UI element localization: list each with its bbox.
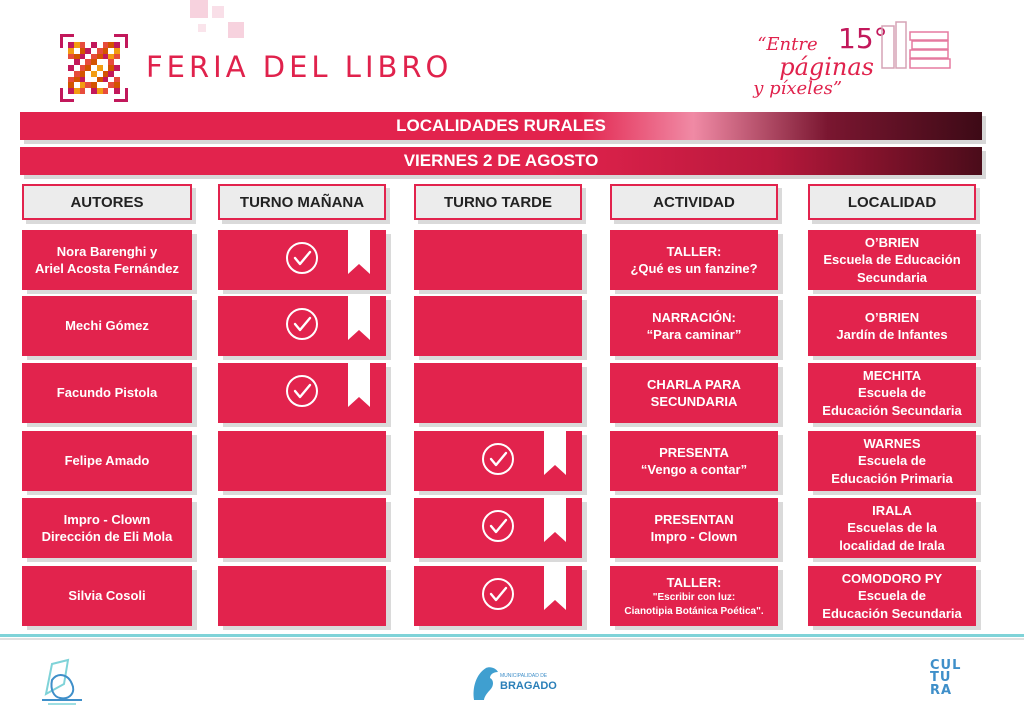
cell-text-line: Impro - Clown [63, 511, 151, 527]
cell-text-line: Facundo Pistola [56, 385, 158, 401]
actividad-cell [610, 296, 778, 356]
cell-text-line: Educación Secundaria [822, 402, 962, 418]
turno-tarde-cell [414, 363, 582, 423]
cell-text-line: “Vengo a contar” [640, 462, 748, 477]
cell-text-line: Educación Primaria [831, 470, 953, 486]
localidad-cell [808, 566, 976, 626]
turno-manana-cell [218, 230, 386, 290]
cell-text-line: Jardín de Infantes [836, 327, 948, 342]
turno-manana-cell [218, 566, 386, 626]
cell-text-line: Escuela de Educación [823, 252, 961, 268]
cell-text-line: Escuela de [858, 385, 926, 401]
horse-icon [470, 664, 500, 702]
check-circle-icon [285, 241, 319, 279]
localidad-cell [808, 431, 976, 491]
decorative-squares [190, 0, 270, 40]
cell-text-line: Cianotipia Botánica Poética". [624, 605, 764, 617]
cell-text-line: "Escribir con luz: [652, 592, 736, 604]
page-title: FERIA DEL LIBRO [146, 50, 453, 84]
municipality-logo-small-text: MUNICIPALIDAD DE [500, 673, 548, 679]
cell-text-line: WARNES [863, 436, 921, 452]
check-circle-icon [285, 374, 319, 412]
turno-tarde-cell [414, 566, 582, 626]
autor-cell [22, 431, 192, 491]
column-header-localidad: LOCALIDAD [808, 184, 976, 220]
actividad-cell [610, 498, 778, 558]
turno-manana-cell [218, 498, 386, 558]
institution-logo [38, 654, 86, 706]
column-header-turno-manana: TURNO MAÑANA [218, 184, 386, 220]
edition-number: 15° [838, 22, 888, 55]
actividad-cell [610, 566, 778, 626]
turno-tarde-cell [414, 230, 582, 290]
slogan-line-3: y píxeles” [753, 78, 843, 100]
cell-text-line: Mechi Gómez [65, 318, 149, 334]
books-icon [880, 20, 952, 70]
cell-text-line: “Para caminar” [646, 327, 742, 342]
cultura-logo [930, 660, 970, 710]
cell-text-line: Educación Secundaria [822, 605, 962, 621]
turno-tarde-cell [414, 296, 582, 356]
cell-text-line: SECUNDARIA [650, 394, 738, 409]
cell-text-line: NARRACIÓN: [652, 309, 736, 325]
autor-cell [22, 296, 192, 356]
slogan-line-1: “Entre [757, 34, 818, 55]
cell-text-line: PRESENTA [659, 444, 729, 460]
slogan-line-2: páginas [779, 52, 874, 81]
localidad-cell [808, 230, 976, 290]
cell-text-line: O’BRIEN [864, 309, 920, 325]
date-banner: VIERNES 2 DE AGOSTO [20, 147, 982, 175]
qr-module [114, 88, 120, 94]
cultura-logo-line-3: RA [930, 682, 953, 698]
turno-manana-cell [218, 431, 386, 491]
qr-code-icon[interactable] [60, 34, 128, 102]
cell-text-line: Secundaria [856, 269, 928, 285]
localidad-cell [808, 498, 976, 558]
cell-text-line: TALLER: [666, 575, 722, 591]
actividad-cell [610, 431, 778, 491]
actividad-cell [610, 363, 778, 423]
cell-text-line: IRALA [872, 503, 912, 519]
cell-text-line: Escuela de [858, 588, 926, 604]
cell-text-line: ¿Qué es un fanzine? [630, 261, 758, 276]
check-circle-icon [481, 442, 515, 480]
column-header-actividad: ACTIVIDAD [610, 184, 778, 220]
section-banner: LOCALIDADES RURALES [20, 112, 982, 140]
autor-cell [22, 498, 192, 558]
cell-text-line: Silvia Cosoli [68, 588, 146, 604]
column-header-turno-tarde: TURNO TARDE [414, 184, 582, 220]
cell-text-line: Escuelas de la [847, 520, 937, 536]
check-circle-icon [285, 307, 319, 345]
cultura-logo-line-2: TU [930, 670, 952, 686]
turno-manana-cell [218, 363, 386, 423]
cell-text-line: CHARLA PARA [647, 376, 741, 392]
check-circle-icon [481, 509, 515, 547]
cell-text-line: TALLER: [666, 243, 722, 259]
cultura-logo-line-1: CUL [930, 658, 962, 673]
cell-text-line: COMODORO PY [841, 571, 943, 587]
municipality-logo [470, 664, 557, 704]
cell-text-line: O’BRIEN [864, 235, 920, 251]
autor-cell [22, 566, 192, 626]
localidad-cell [808, 296, 976, 356]
cell-text-line: Escuela de [858, 453, 926, 469]
footer-line-grey [0, 638, 1024, 640]
actividad-cell [610, 230, 778, 290]
cell-text-line: MECHITA [862, 368, 922, 384]
localidad-cell [808, 363, 976, 423]
autor-cell [22, 230, 192, 290]
cell-text-line: Impro - Clown [650, 529, 738, 544]
cell-text-line: PRESENTAN [654, 511, 734, 527]
column-header-autores: AUTORES [22, 184, 192, 220]
municipality-logo-name: BRAGADO [500, 680, 557, 692]
turno-tarde-cell [414, 498, 582, 558]
cell-text-line: localidad de Irala [839, 537, 945, 553]
footer-line-teal [0, 634, 1024, 637]
cell-text-line: Ariel Acosta Fernández [34, 261, 179, 276]
cell-text-line: Felipe Amado [64, 453, 150, 469]
turno-manana-cell [218, 296, 386, 356]
turno-tarde-cell [414, 431, 582, 491]
cell-text-line: Nora Barenghi y [56, 243, 158, 259]
check-circle-icon [481, 577, 515, 615]
autor-cell [22, 363, 192, 423]
cell-text-line: Dirección de Eli Mola [41, 529, 173, 544]
